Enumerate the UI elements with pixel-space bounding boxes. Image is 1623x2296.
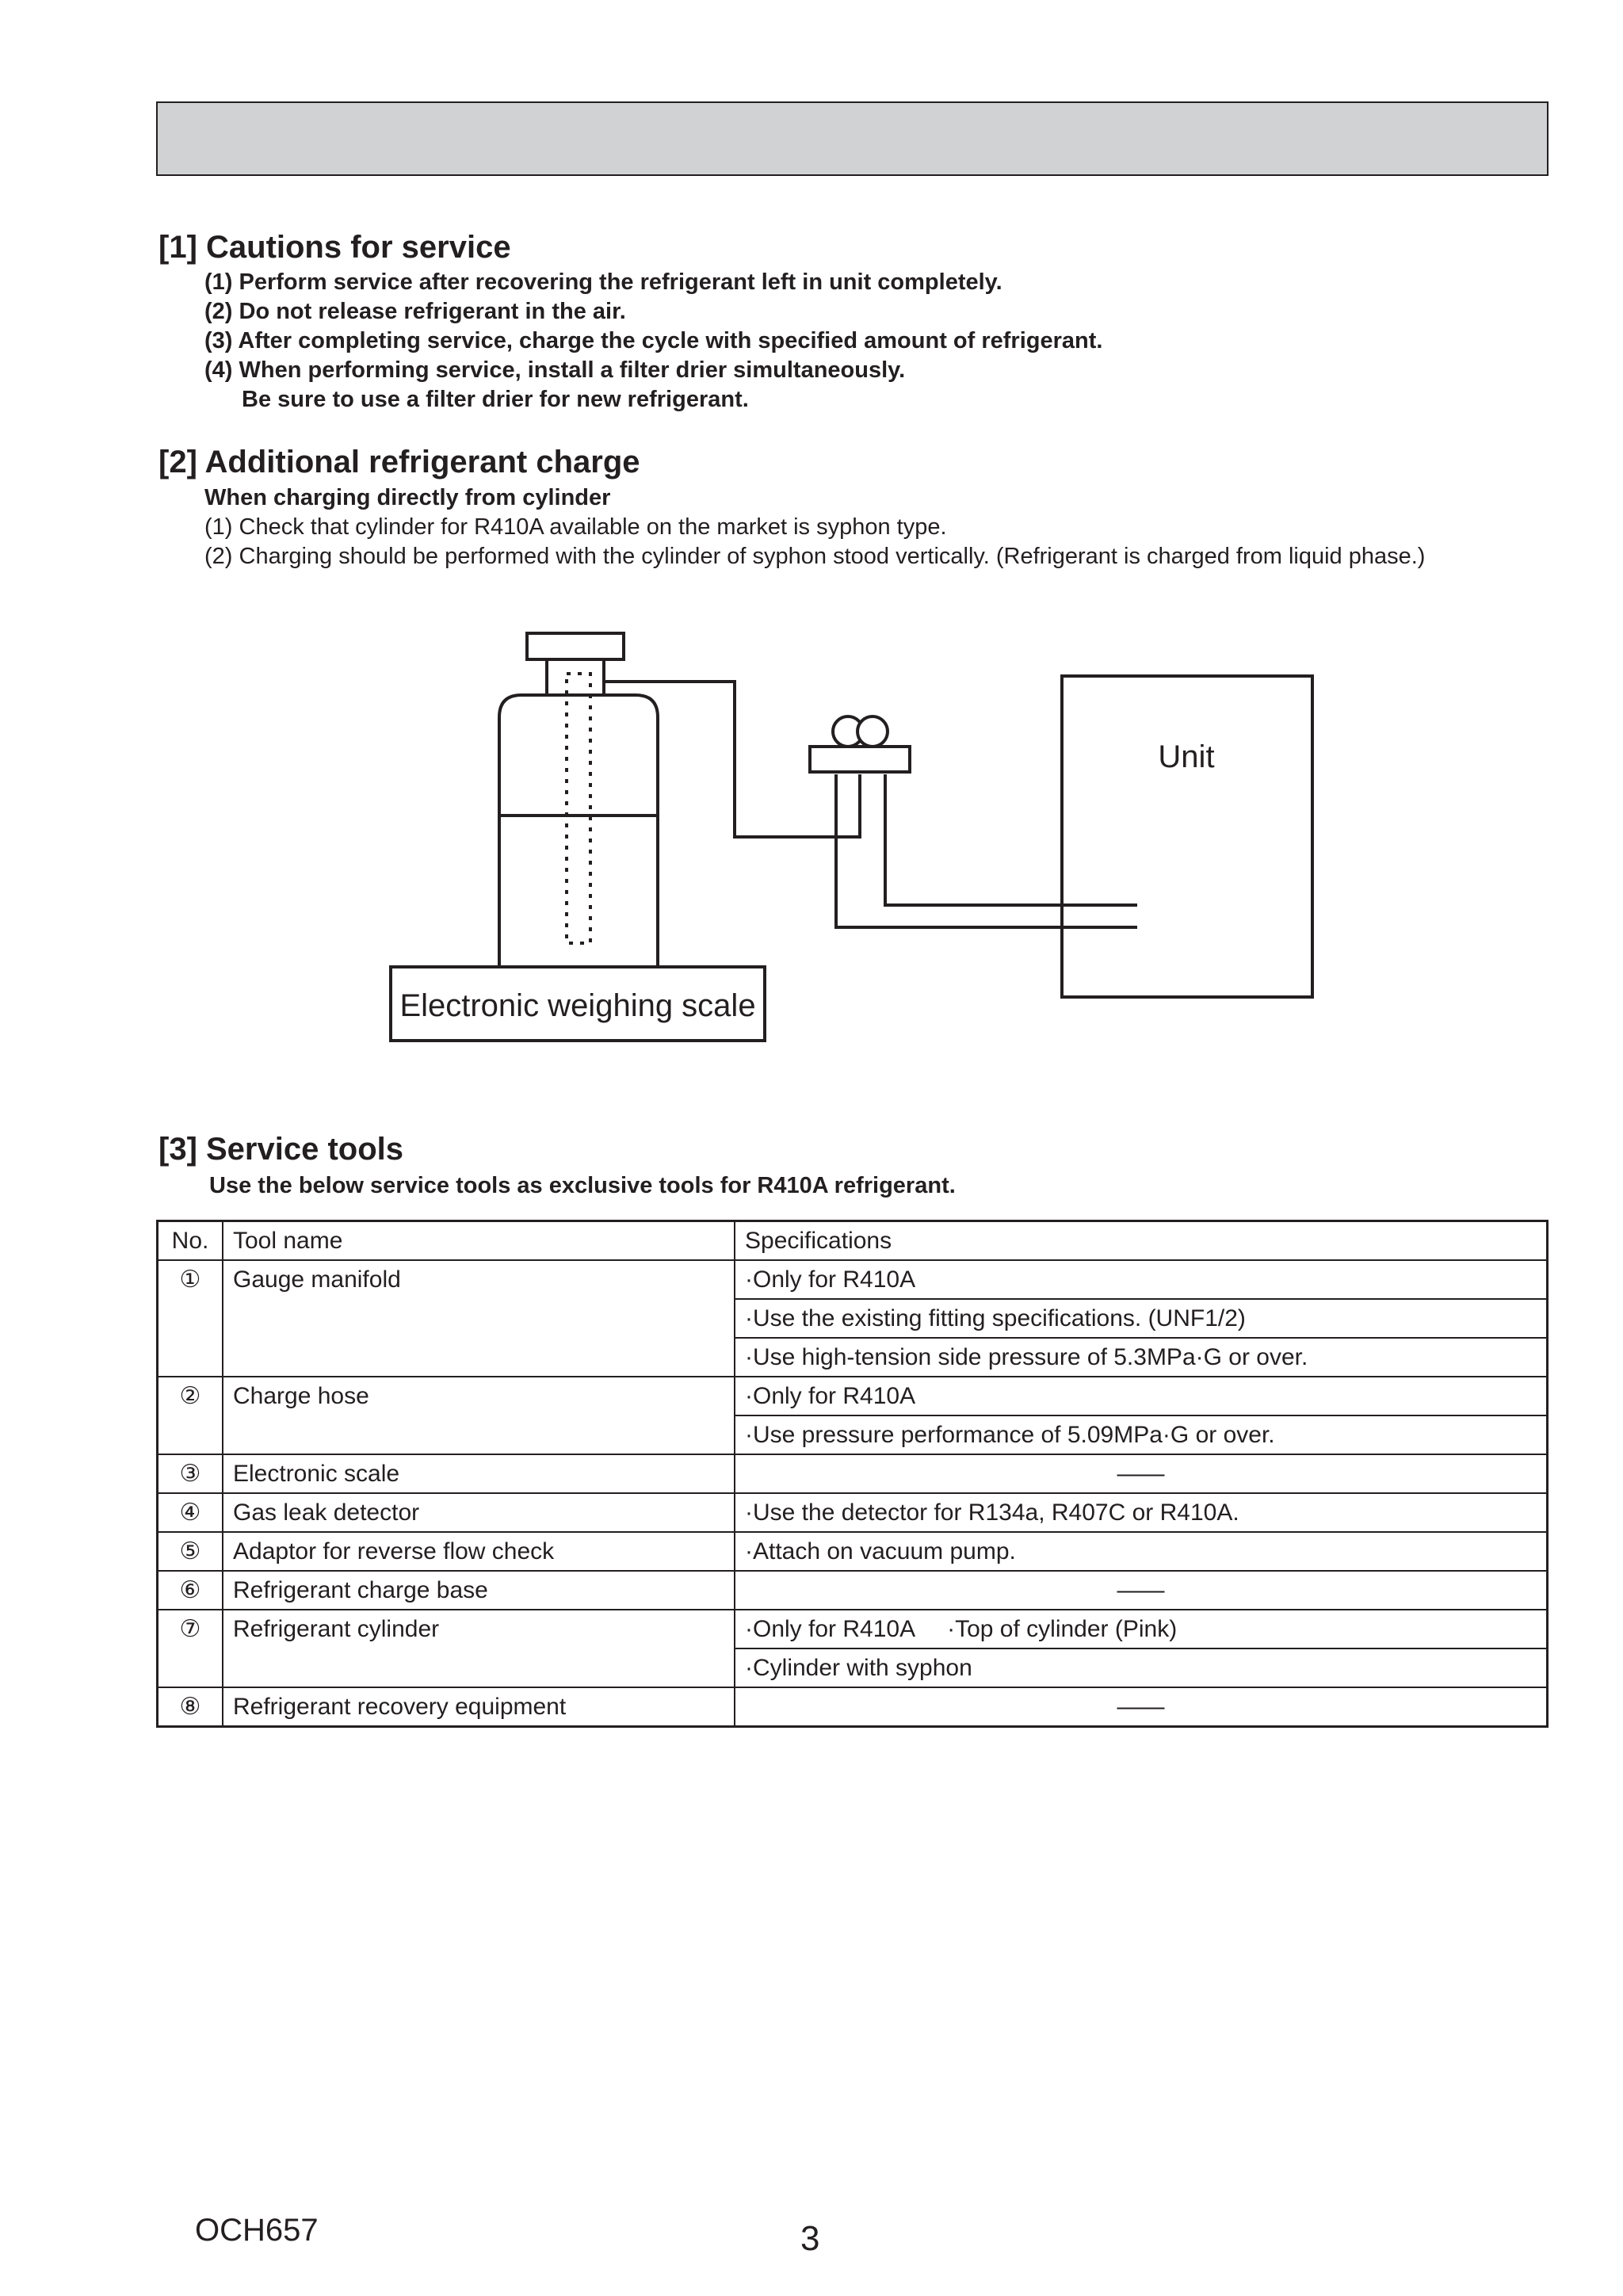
row-no: ③ (158, 1454, 223, 1493)
row-spec: —— (735, 1687, 1548, 1727)
row-spec: ·Use high-tension side pressure of 5.3MPa·G or over. (735, 1338, 1548, 1377)
charging-diagram (0, 0, 1623, 1110)
gauge-manifold (810, 747, 910, 772)
table-row (158, 1493, 1548, 1532)
row-no: ⑦ (158, 1610, 223, 1687)
manifold-line-high (885, 774, 1137, 905)
row-spec: ·Only for R410A (735, 1377, 1548, 1415)
row-spec: —— (735, 1571, 1548, 1610)
service-tools-table (156, 1220, 1549, 1728)
row-no: ④ (158, 1493, 223, 1532)
section-title-cautions: [1] Cautions for service (158, 230, 511, 265)
page-number: 3 (800, 2219, 820, 2258)
row-spec: ·Attach on vacuum pump. (735, 1532, 1548, 1571)
row-spec: —— (735, 1454, 1548, 1493)
row-spec: ·Use the detector for R134a, R407C or R410A. (735, 1493, 1548, 1532)
table-row (158, 1260, 1548, 1299)
row-no: ① (158, 1260, 223, 1377)
charge-subtitle: When charging directly from cylinder (204, 485, 611, 510)
table-row (158, 1454, 1548, 1493)
caution-note: Be sure to use a filter drier for new refrigerant. (242, 387, 749, 412)
header-specifications: Specifications (735, 1221, 1548, 1261)
row-spec: ·Only for R410A (735, 1260, 1548, 1299)
caution-item-1: (1) Perform service after recovering the refrigerant left in unit completely. (204, 269, 1002, 295)
row-spec: ·Cylinder with syphon (735, 1648, 1548, 1687)
table-row (158, 1532, 1548, 1571)
row-spec: ·Use the existing fitting specifications. (UNF1/2) (735, 1299, 1548, 1338)
row-tool-name: Adaptor for reverse flow check (223, 1532, 735, 1571)
charge-item-1: (1) Check that cylinder for R410A available on the market is syphon type. (204, 514, 947, 540)
caution-item-3: (3) After completing service, charge the cycle with specified amount of refrigerant. (204, 328, 1103, 353)
row-tool-name: Refrigerant recovery equipment (223, 1687, 735, 1727)
header-tool-name: Tool name (223, 1221, 735, 1261)
row-no: ⑤ (158, 1532, 223, 1571)
cylinder-body (499, 695, 658, 967)
row-spec: ·Only for R410A ·Top of cylinder (Pink) (735, 1610, 1548, 1648)
charge-item-2: (2) Charging should be performed with the cylinder of syphon stood vertically. (Refrigerant is charged from liquid phase.) (204, 544, 1426, 569)
row-no: ⑧ (158, 1687, 223, 1727)
row-tool-name: Refrigerant cylinder (223, 1610, 735, 1687)
table-header-row (158, 1221, 1548, 1261)
table-row (158, 1610, 1548, 1648)
cylinder-neck (547, 659, 604, 695)
caution-item-4: (4) When performing service, install a filter drier simultaneously. (204, 357, 906, 383)
table-row (158, 1377, 1548, 1415)
row-no: ⑥ (158, 1571, 223, 1610)
scale-label: Electronic weighing scale (399, 988, 756, 1023)
table-row (158, 1571, 1548, 1610)
unit-box (1062, 676, 1312, 997)
section-title-charge: [2] Additional refrigerant charge (158, 445, 640, 479)
document-code: OCH657 (195, 2213, 319, 2248)
caution-item-2: (2) Do not release refrigerant in the air. (204, 299, 626, 324)
cylinder-cap (527, 633, 624, 659)
row-tool-name: Charge hose (223, 1377, 735, 1454)
row-spec: ·Use pressure performance of 5.09MPa·G or over. (735, 1415, 1548, 1454)
header-no: No. (158, 1221, 223, 1261)
section-title-tools: [3] Service tools (158, 1132, 404, 1167)
unit-label: Unit (1158, 739, 1215, 774)
gauge-right-icon (857, 716, 888, 747)
table-row (158, 1687, 1548, 1727)
row-tool-name: Refrigerant charge base (223, 1571, 735, 1610)
row-no: ② (158, 1377, 223, 1454)
tools-subtitle: Use the below service tools as exclusive tools for R410A refrigerant. (209, 1173, 956, 1198)
row-tool-name: Gas leak detector (223, 1493, 735, 1532)
row-tool-name: Electronic scale (223, 1454, 735, 1493)
row-tool-name: Gauge manifold (223, 1260, 735, 1377)
